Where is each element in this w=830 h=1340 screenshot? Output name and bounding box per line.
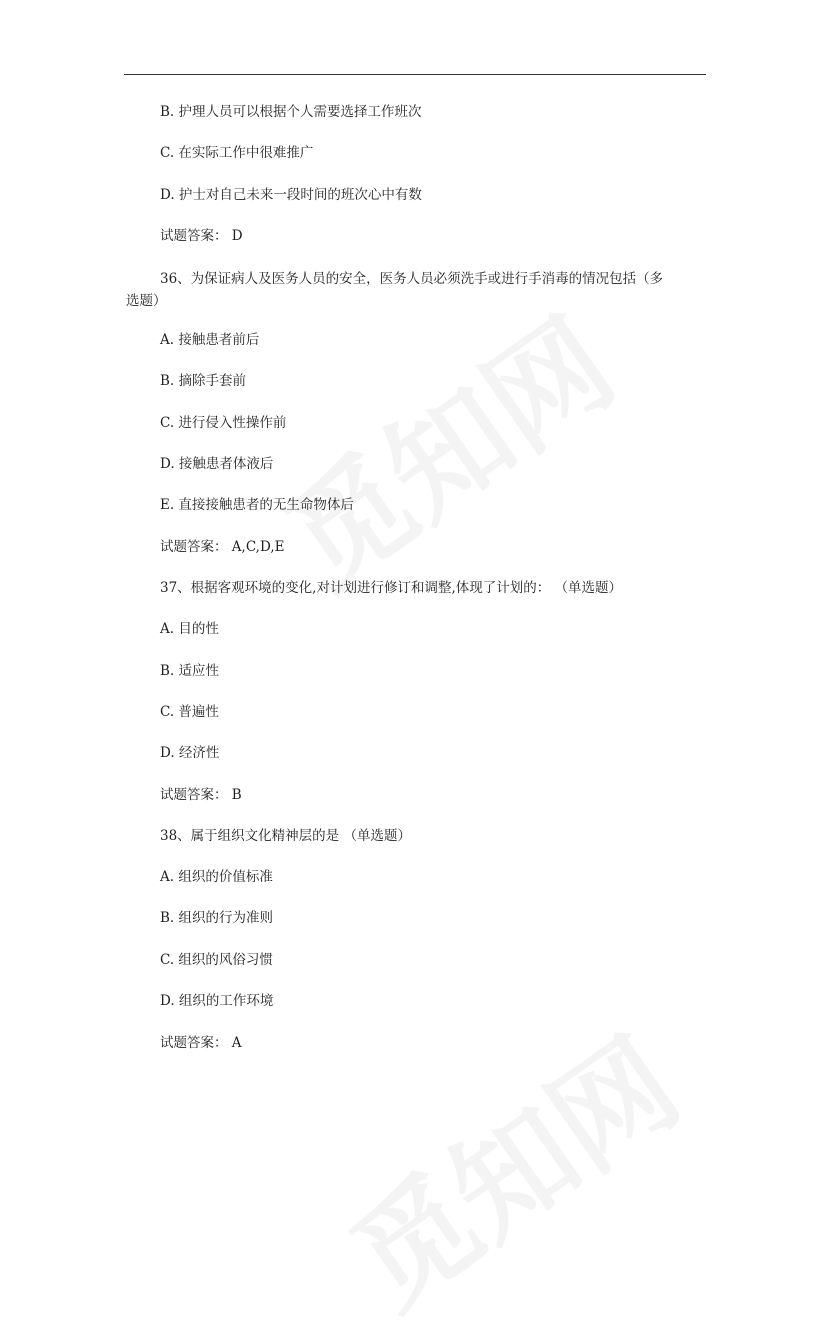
option-a: A. 接触患者前后 (160, 332, 260, 348)
answer: 试题答案： D (160, 228, 243, 244)
option-b: B. 适应性 (160, 663, 220, 679)
option-d: D. 经济性 (160, 745, 220, 761)
question-38: 38、属于组织文化精神层的是 （单选题） (160, 828, 411, 844)
option-a: A. 目的性 (160, 621, 219, 637)
answer: 试题答案： A (160, 1035, 242, 1051)
option-d: D. 组织的工作环境 (160, 993, 274, 1009)
option-c: C. 进行侵入性操作前 (160, 415, 287, 431)
option-c: C. 在实际工作中很难推广 (160, 145, 314, 161)
question-36-cont: 选题） (126, 293, 167, 309)
option-d: D. 护士对自己未来一段时间的班次心中有数 (160, 187, 422, 203)
option-c: C. 组织的风俗习惯 (160, 952, 273, 968)
option-c: C. 普遍性 (160, 704, 219, 720)
option-b: B. 组织的行为准则 (160, 910, 274, 926)
answer: 试题答案： A,C,D,E (160, 539, 285, 555)
option-a: A. 组织的价值标准 (160, 869, 273, 885)
option-d: D. 接触患者体液后 (160, 456, 274, 472)
option-e: E. 直接接触患者的无生命物体后 (160, 497, 354, 513)
header-rule (124, 74, 706, 75)
question-36: 36、为保证病人及医务人员的安全，医务人员必须洗手或进行手消毒的情况包括（多 (160, 271, 664, 287)
watermark (248, 272, 642, 619)
watermark (313, 992, 707, 1339)
answer: 试题答案： B (160, 787, 242, 803)
option-b: B. 摘除手套前 (160, 373, 247, 389)
option-b: B. 护理人员可以根据个人需要选择工作班次 (160, 104, 422, 120)
question-37: 37、根据客观环境的变化,对计划进行修订和调整,体现了计划的： （单选题） (160, 580, 623, 596)
